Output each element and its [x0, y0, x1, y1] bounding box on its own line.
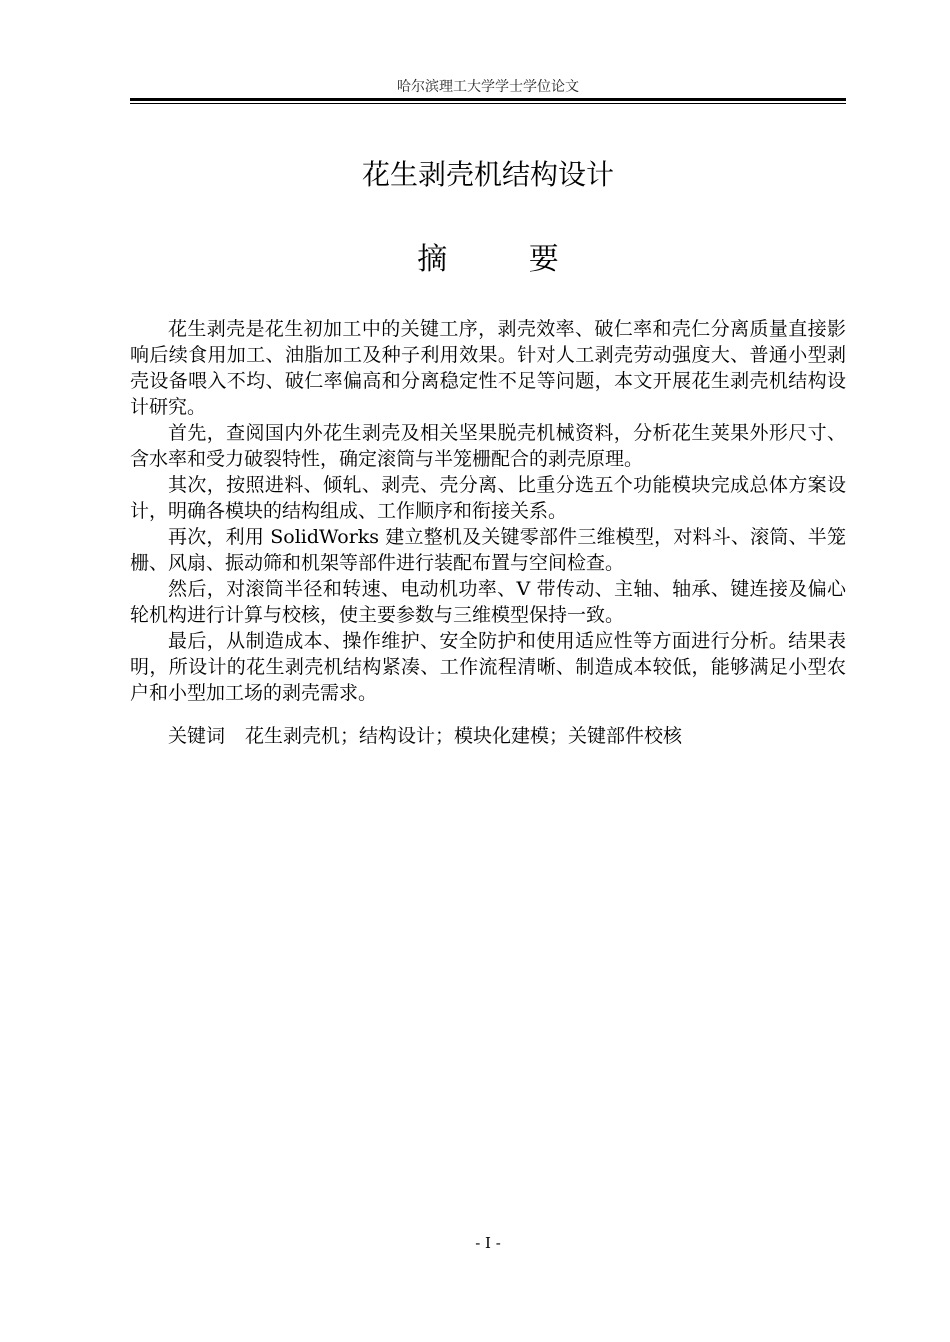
keywords-text: 花生剥壳机；结构设计；模块化建模；关键部件校核: [245, 725, 683, 747]
abstract-paragraph: 然后，对滚筒半径和转速、电动机功率、V 带传动、主轴、轴承、键连接及偏心轮机构进行计算与校核，使主要参数与三维模型保持一致。: [130, 578, 846, 626]
abstract-paragraph: 最后，从制造成本、操作维护、安全防护和使用适应性等方面进行分析。结果表明，所设计的花生剥壳机结构紧凑、工作流程清晰、制造成本较低，能够满足小型农户和小型加工场的剥壳需求。: [130, 630, 846, 704]
keywords-line: [130, 722, 846, 750]
abstract-heading: 摘 要: [417, 242, 595, 277]
thesis-title: 花生剥壳机结构设计: [361, 158, 614, 191]
abstract-body: [130, 316, 846, 706]
header-rule-thin: [130, 103, 846, 104]
abstract-paragraph: 再次，利用 SolidWorks 建立整机及关键零部件三维模型，对料斗、滚筒、半笼栅、风扇、振动筛和机架等部件进行装配布置与空间检查。: [130, 526, 846, 574]
page-number: - I -: [475, 1234, 501, 1252]
keywords-label: 关键词: [168, 725, 226, 747]
abstract-paragraph: 其次，按照进料、倾轧、剥壳、壳分离、比重分选五个功能模块完成总体方案设计，明确各模块的结构组成、工作顺序和衔接关系。: [130, 474, 846, 522]
abstract-paragraph: 首先，查阅国内外花生剥壳及相关坚果脱壳机械资料，分析花生荚果外形尺寸、含水率和受力破裂特性，确定滚筒与半笼栅配合的剥壳原理。: [130, 422, 846, 470]
abstract-paragraph: 花生剥壳是花生初加工中的关键工序，剥壳效率、破仁率和壳仁分离质量直接影响后续食用加工、油脂加工及种子利用效果。针对人工剥壳劳动强度大、普通小型剥壳设备喂入不均、破仁率偏高和分离稳定性不足等问题，本文开展花生剥壳机结构设计研究。: [130, 318, 846, 418]
running-header: 哈尔滨理工大学学士学位论文: [397, 79, 579, 95]
header-rule-thick: [130, 98, 846, 101]
